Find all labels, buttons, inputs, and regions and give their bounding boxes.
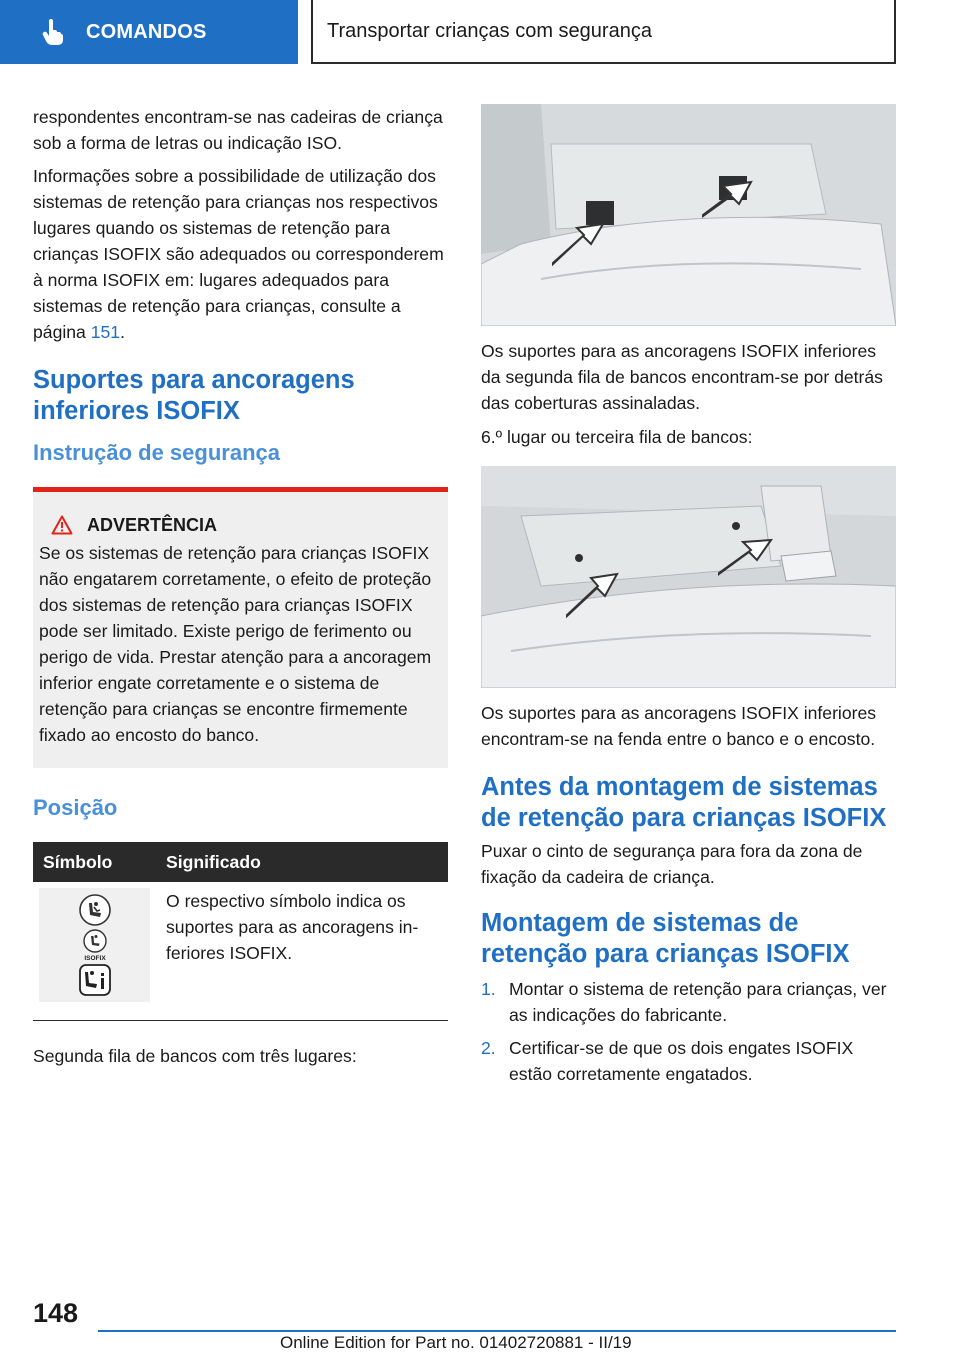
- page-link[interactable]: 151: [90, 322, 121, 342]
- column-header-meaning: Significado: [156, 842, 448, 882]
- footer-edition: Online Edition for Part no. 01402720881 - II/19: [280, 1333, 632, 1352]
- symbol-cell: [33, 882, 156, 1014]
- section-heading: Suportes para ancoragens inferiores ISOFIX: [33, 366, 355, 425]
- child-seat-icon: [78, 893, 112, 927]
- child-seat-info-icon: [78, 963, 112, 997]
- seat-illustration-third-row: [481, 466, 896, 688]
- mount-steps-list: [481, 976, 896, 1087]
- list-item: [481, 976, 896, 1028]
- left-column: [33, 104, 448, 1076]
- warning-title: ADVERTÊNCIA: [87, 515, 218, 535]
- warning-text: Se os sistemas de retenção para crianças ISOFIX não engatarem corretamente, o efeito de proteção dos sistemas de retenção para crianças ISOFIX pode ser limitado. Existe perigo de ferimento ou perigo de vida. Prestar atenção para a ancoragem inferior engate corretamente e o sistema de retenção para crianças se encontre firmemente fixado ao encosto do banco.: [39, 543, 432, 745]
- paragraph-isofix-info: [33, 163, 448, 345]
- photo-caption: Os suportes para as ancoragens ISOFIX inferiores da segunda fila de bancos encontram-se por detrás das coberturas assinaladas.: [481, 341, 883, 413]
- warning-header: [39, 512, 440, 538]
- chapter-title: Transportar crianças com segurança: [327, 19, 652, 42]
- isofix-child-seat-icon: [78, 928, 112, 962]
- meaning-cell: O respectivo símbolo indica os suportes para as ancoragens inferiores ISOFIX.: [166, 891, 419, 963]
- table-bottom-rule: [33, 1014, 448, 1020]
- symbol-table: [33, 842, 448, 1021]
- symbol-group: [39, 888, 150, 1002]
- section-heading-mount: Montagem de sistemas de retenção para crianças ISOFIX: [481, 909, 850, 968]
- right-column: [481, 104, 896, 1094]
- subsection-heading-position: Posição: [33, 795, 118, 820]
- paragraph-belt: Puxar o cinto de segurança para fora da zona de fixação da cadeira de criança.: [481, 841, 863, 887]
- table-header-row: [33, 842, 448, 882]
- seat-photo-second-row: [481, 104, 896, 326]
- paragraph-text: Informações sobre a possibilidade de utilização dos sistemas de retenção para crianças nos respectivos lugares quando os sistemas de retenção para crianças ISOFIX são adequados ou corresponderem à norma ISOFIX em: lugares adequados para sistemas de retenção para crianças, consulte a página: [33, 166, 444, 342]
- isofix-label: ISOFIX: [83, 954, 106, 962]
- chapter-header: [311, 0, 896, 64]
- column-header-symbol: Símbolo: [33, 842, 156, 882]
- warning-triangle-icon: [51, 515, 73, 535]
- step-number: 1.: [481, 979, 496, 999]
- subsection-heading: Instrução de segurança: [33, 440, 280, 465]
- page-number: 148: [33, 1298, 79, 1328]
- photo-caption-third-row: Os suportes para as ancoragens ISOFIX inferiores encontram-se na fenda entre o banco e o encosto.: [481, 703, 877, 749]
- step-number: 2.: [481, 1038, 496, 1058]
- section-label: COMANDOS: [86, 20, 207, 43]
- warning-box: [33, 487, 448, 768]
- list-item: [481, 1035, 896, 1087]
- step-text: Certificar-se de que os dois engates ISOFIX estão corretamente engatados.: [509, 1038, 854, 1084]
- paragraph-end: .: [120, 322, 125, 342]
- seat-photo-third-row: [481, 466, 896, 688]
- seat-illustration: [481, 104, 896, 326]
- footer-rule: [98, 1330, 896, 1332]
- step-text: Montar o sistema de retenção para crianças, ver as indicações do fabricante.: [509, 979, 887, 1025]
- table-row: [33, 882, 448, 1014]
- paragraph-sixth-seat: 6.º lugar ou terceira fila de bancos:: [481, 427, 753, 447]
- paragraph: respondentes encontram-se nas cadeiras de criança sob a forma de letras ou indicação ISO.: [33, 107, 443, 153]
- section-tab[interactable]: [0, 0, 298, 64]
- table-end-row: [33, 1014, 448, 1020]
- paragraph-second-row: Segunda fila de bancos com três lugares:: [33, 1045, 357, 1066]
- hand-pointer-icon: [42, 19, 64, 45]
- section-heading-before-mount: Antes da montagem de sistemas de retenção para crianças ISOFIX: [481, 773, 887, 832]
